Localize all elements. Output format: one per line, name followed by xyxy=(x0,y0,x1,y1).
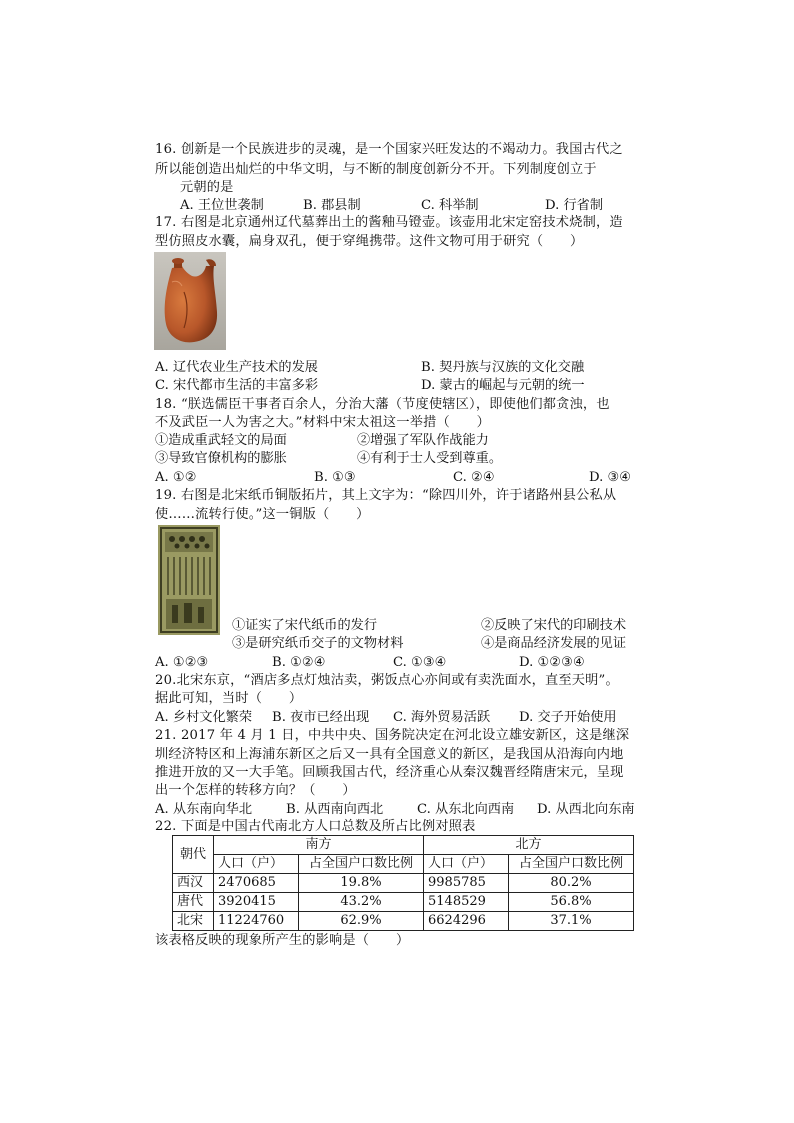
q19-item-3: ③是研究纸币交子的文物材料 xyxy=(232,636,404,651)
q19-option-b: B. ①②④ xyxy=(272,655,326,670)
q16-option-d: D. 行省制 xyxy=(545,198,604,213)
q17-line-1: 17. 右图是北京通州辽代墓葬出土的酱釉马镫壶。该壶用北宋定窑技术烧制，造 xyxy=(155,215,623,230)
table-row xyxy=(173,912,634,931)
q18-line-1: 18. “朕选儒臣干事者百余人，分治大藩（节度使辖区），即使他们都贪浊，也 xyxy=(155,397,610,412)
cell-south-pop: 11224760 xyxy=(214,912,299,931)
q16-option-a: A. 王位世袭制 xyxy=(180,198,264,213)
header-north-ratio: 占全国户口数比例 xyxy=(509,855,634,874)
q20-option-c: C. 海外贸易活跃 xyxy=(393,710,491,725)
q19-option-d: D. ①②③④ xyxy=(519,655,585,670)
q17-line-2: 型仿照皮水囊，扁身双孔，便于穿绳携带。这件文物可用于研究（ ） xyxy=(155,234,584,249)
q19-line-1: 19. 右图是北宋纸币铜版拓片，其上文字为：“除四川外，许于诸路州县公私从 xyxy=(155,488,617,503)
q18-option-b: B. ①③ xyxy=(314,470,356,485)
q20-option-a: A. 乡村文化繁荣 xyxy=(155,710,253,725)
header-south-ratio: 占全国户口数比例 xyxy=(299,855,424,874)
q20-line-2: 据此可知，当时（ ） xyxy=(155,691,303,706)
q21-line-2: 圳经济特区和上海浦东新区之后又一具有全国意义的新区，是我国从沿海向内地 xyxy=(155,747,624,762)
cell-north-pop: 6624296 xyxy=(424,912,509,931)
cell-north-ratio: 80.2% xyxy=(509,874,634,893)
q18-option-d: D. ③④ xyxy=(589,470,632,485)
q16-line-1: 16. 创新是一个民族进步的灵魂，是一个国家兴旺发达的不竭动力。我国古代之 xyxy=(155,142,623,157)
q18-option-a: A. ①② xyxy=(155,470,197,485)
q17-option-d: D. 蒙古的崛起与元朝的统一 xyxy=(421,378,585,393)
q18-item-1: ①造成重武轻文的局面 xyxy=(155,433,287,448)
q20-option-b: B. 夜市已经出现 xyxy=(272,710,370,725)
cell-dynasty: 西汉 xyxy=(173,874,214,893)
cell-dynasty: 唐代 xyxy=(173,893,214,912)
q17-option-c: C. 宋代都市生活的丰富多彩 xyxy=(155,378,319,393)
q19-line-2: 使……流转行使。”这一铜版（ ） xyxy=(155,507,370,522)
cell-south-ratio: 19.8% xyxy=(299,874,424,893)
q22-followup: 该表格反映的现象所产生的影响是（ ） xyxy=(155,933,410,948)
table-subheader-row xyxy=(173,855,634,874)
table-row xyxy=(173,893,634,912)
q17-option-a: A. 辽代农业生产技术的发展 xyxy=(155,360,318,375)
q20-option-d: D. 交子开始使用 xyxy=(519,710,617,725)
q16-line-2: 所以能创造出灿烂的中华文明，与不断的制度创新分不开。下列制度创立于 xyxy=(155,162,597,177)
q18-item-2: ②增强了军队作战能力 xyxy=(357,433,489,448)
q22-title: 22. 下面是中国古代南北方人口总数及所占比例对照表 xyxy=(155,819,476,834)
q19-item-2: ②反映了宋代的印刷技术 xyxy=(481,618,627,633)
q20-line-1: 20.北宋东京，“酒店多点灯烛沽卖，粥饭点心亦间或有卖洗面水，直至天明”。 xyxy=(155,673,619,688)
q18-option-c: C. ②④ xyxy=(453,470,495,485)
banknote-rubbing-photo xyxy=(158,525,220,635)
q19-item-4: ④是商品经济发展的见证 xyxy=(481,636,627,651)
q16-line-3: 元朝的是 xyxy=(180,180,234,195)
cell-north-ratio: 56.8% xyxy=(509,893,634,912)
q19-option-a: A. ①②③ xyxy=(155,655,209,670)
header-dynasty: 朝代 xyxy=(173,836,214,874)
population-table xyxy=(172,835,634,931)
cell-south-pop: 3920415 xyxy=(214,893,299,912)
header-south: 南方 xyxy=(214,836,424,855)
q21-line-3: 推进开放的又一大手笔。回顾我国古代，经济重心从秦汉魏晋经隋唐宋元，呈现 xyxy=(155,765,624,780)
q19-item-1: ①证实了宋代纸币的发行 xyxy=(232,618,378,633)
cell-south-ratio: 62.9% xyxy=(299,912,424,931)
cell-north-ratio: 37.1% xyxy=(509,912,634,931)
cell-north-pop: 9985785 xyxy=(424,874,509,893)
header-north: 北方 xyxy=(424,836,634,855)
table-row xyxy=(173,874,634,893)
q18-line-2: 不及武臣一人为害之大。”材料中宋太祖这一举措（ ） xyxy=(155,415,491,430)
q21-line-4: 出一个怎样的转移方向？（ ） xyxy=(155,783,356,798)
q19-option-c: C. ①③④ xyxy=(393,655,447,670)
q17-option-b: B. 契丹族与汉族的文化交融 xyxy=(421,360,585,375)
cell-north-pop: 5148529 xyxy=(424,893,509,912)
q21-option-d: D. 从西北向东南 xyxy=(537,802,635,817)
cell-south-ratio: 43.2% xyxy=(299,893,424,912)
q16-option-c: C. 科举制 xyxy=(421,198,479,213)
q16-option-b: B. 郡县制 xyxy=(303,198,361,213)
table-header-row xyxy=(173,836,634,855)
header-south-pop: 人口（户） xyxy=(214,855,299,874)
q18-item-4: ④有利于士人受到尊重。 xyxy=(357,451,503,466)
q21-option-b: B. 从西南向西北 xyxy=(286,802,384,817)
cell-dynasty: 北宋 xyxy=(173,912,214,931)
q21-option-c: C. 从东北向西南 xyxy=(417,802,515,817)
q21-line-1: 21. 2017 年 4 月 1 日，中共中央、国务院决定在河北设立雄安新区，这是继深 xyxy=(155,728,630,743)
cell-south-pop: 2470685 xyxy=(214,874,299,893)
q21-option-a: A. 从东南向华北 xyxy=(155,802,253,817)
q18-item-3: ③导致官僚机构的膨胀 xyxy=(155,451,287,466)
stirrup-pot-photo xyxy=(154,252,226,350)
header-north-pop: 人口（户） xyxy=(424,855,509,874)
